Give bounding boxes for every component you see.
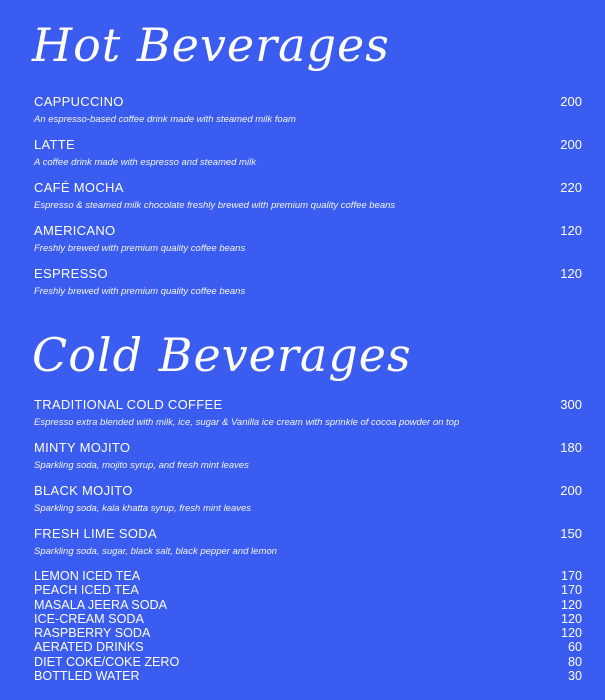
item-name: AMERICANO — [34, 223, 116, 238]
item-description: Espresso & steamed milk chocolate freshly brewed with premium quality coffee beans — [34, 200, 396, 211]
item-name: LATTE — [34, 137, 75, 152]
item-price: 180 — [560, 440, 582, 455]
item-name: FRESH LIME SODA — [34, 526, 157, 541]
item-name: CAFÉ MOCHA — [34, 180, 124, 195]
item-price: 150 — [560, 526, 582, 541]
item-name: TRADITIONAL COLD COFFEE — [34, 397, 223, 412]
item-price: 170 — [560, 583, 582, 598]
menu-item-traditional-cold-coffee — [34, 397, 582, 428]
list-item — [34, 569, 582, 583]
item-price: 200 — [560, 137, 582, 152]
menu-item-fresh-lime-soda — [34, 526, 582, 557]
item-name: RASPBERRY SODA — [34, 626, 151, 641]
item-price: 60 — [567, 640, 582, 655]
item-description: Sparkling soda, sugar, black salt, black pepper and lemon — [34, 546, 277, 557]
list-item — [34, 598, 582, 612]
menu-item-latte — [34, 137, 582, 168]
item-name: CAPPUCCINO — [34, 94, 124, 109]
item-description: Sparkling soda, kala khatta syrup, fresh mint leaves — [34, 503, 252, 514]
item-name: PEACH ICED TEA — [34, 583, 139, 598]
item-price: 120 — [560, 626, 582, 641]
item-name: AERATED DRINKS — [34, 640, 144, 655]
menu-item-americano — [34, 223, 582, 254]
item-name: ICE-CREAM SODA — [34, 611, 144, 626]
item-name: MINTY MOJITO — [34, 440, 131, 455]
menu-item-black-mojito — [34, 483, 582, 514]
hot-beverages-title: Hot Beverages — [32, 18, 390, 72]
item-price: 170 — [560, 569, 582, 583]
item-description: Espresso extra blended with milk, ice, sugar & Vanilla ice cream with sprinkle of cocoa powder on top — [34, 417, 460, 428]
item-name: BLACK MOJITO — [34, 483, 133, 498]
item-price: 300 — [560, 397, 582, 412]
item-description: A coffee drink made with espresso and steamed milk — [34, 157, 256, 168]
item-price: 120 — [560, 611, 582, 626]
item-description: An espresso-based coffee drink made with steamed milk foam — [34, 114, 296, 125]
menu-item-cafe-mocha — [34, 180, 582, 211]
simple-drinks-list — [34, 569, 582, 683]
list-item — [34, 669, 582, 683]
item-description: Freshly brewed with premium quality coffee beans — [34, 286, 246, 297]
cold-beverages-title: Cold Beverages — [32, 328, 412, 382]
item-price: 120 — [560, 266, 582, 281]
item-name: ESPRESSO — [34, 266, 108, 281]
item-description: Sparkling soda, mojito syrup, and fresh mint leaves — [34, 460, 249, 471]
list-item — [34, 655, 582, 669]
item-price: 200 — [560, 483, 582, 498]
item-price: 80 — [567, 654, 582, 669]
item-description: Freshly brewed with premium quality coffee beans — [34, 243, 246, 254]
item-name: LEMON ICED TEA — [34, 569, 141, 583]
item-price: 30 — [567, 669, 582, 684]
list-item — [34, 640, 582, 654]
item-price: 200 — [560, 94, 582, 109]
menu-item-minty-mojito — [34, 440, 582, 471]
list-item — [34, 612, 582, 626]
item-name: DIET COKE/COKE ZERO — [34, 654, 180, 669]
item-name: BOTTLED WATER — [34, 669, 140, 684]
list-item — [34, 583, 582, 597]
item-price: 220 — [560, 180, 582, 195]
list-item — [34, 626, 582, 640]
item-price: 120 — [560, 597, 582, 612]
menu-item-cappuccino — [34, 94, 582, 125]
menu-item-espresso — [34, 266, 582, 297]
item-name: MASALA JEERA SODA — [34, 597, 167, 612]
item-price: 120 — [560, 223, 582, 238]
